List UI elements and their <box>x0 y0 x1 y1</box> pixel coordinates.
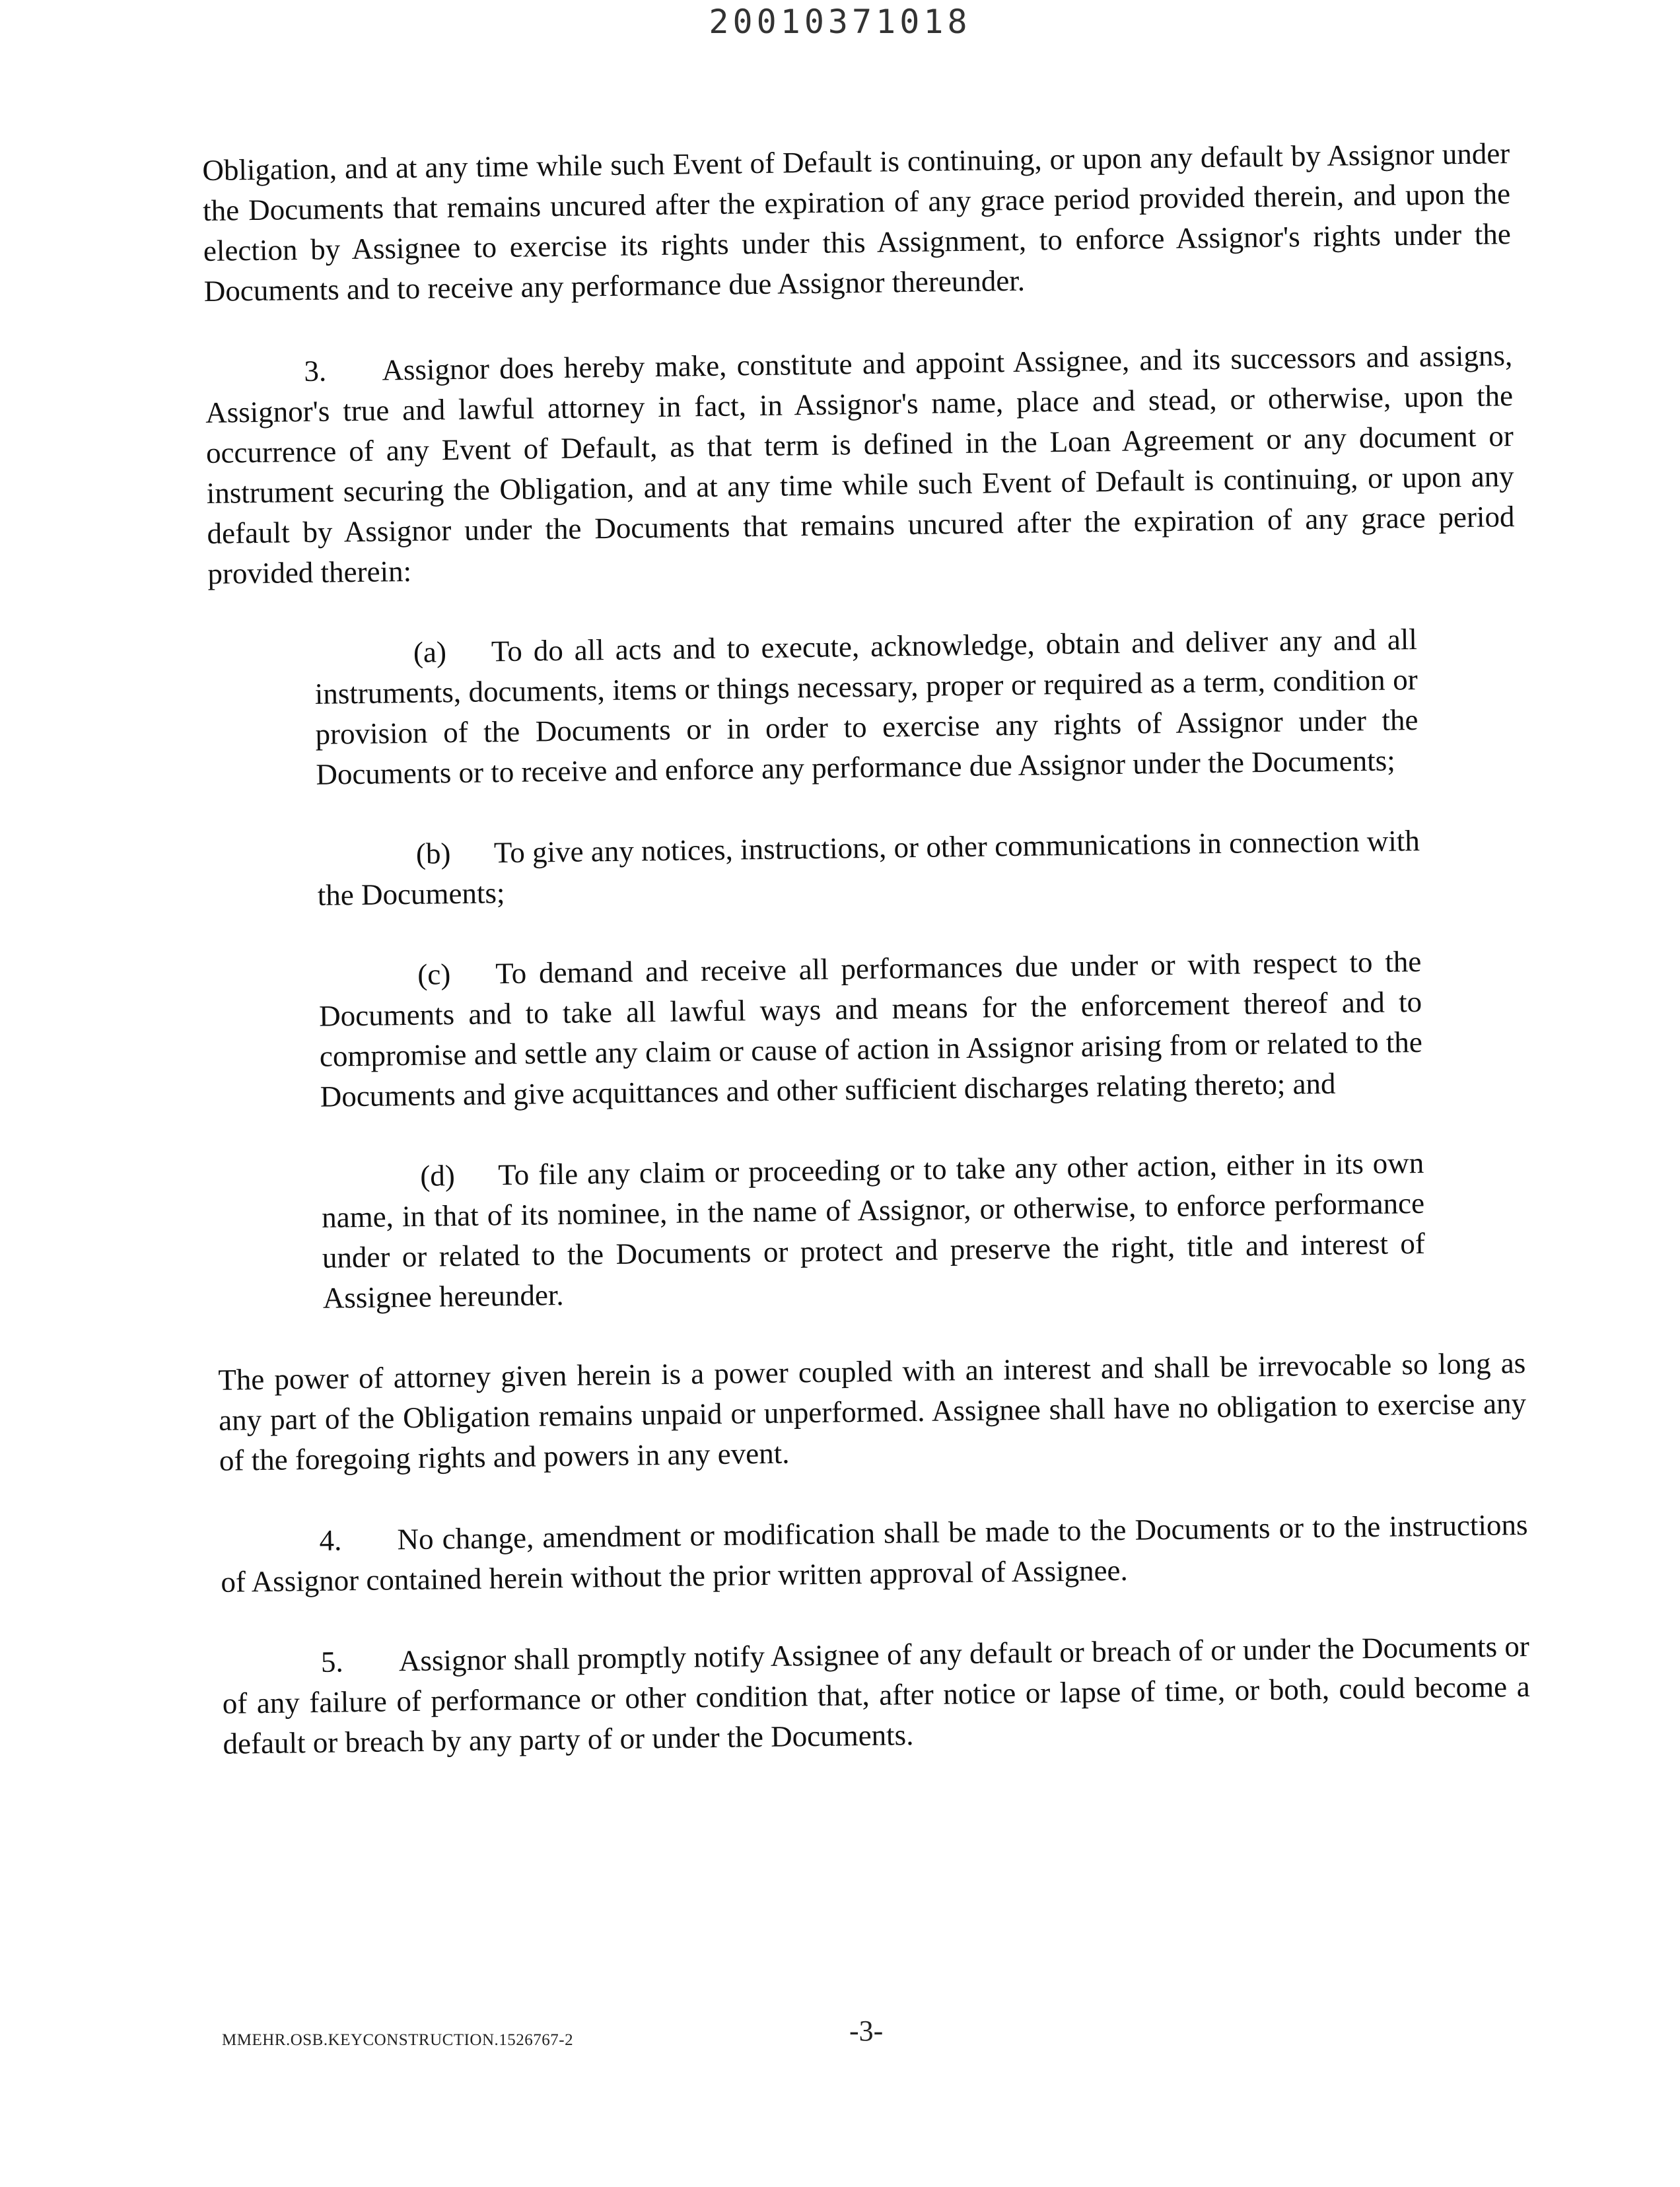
subsection-c <box>318 942 1423 1117</box>
subsection-b <box>317 821 1420 916</box>
section-5-text: Assignor shall promptly notify Assignee of any default or breach of or under the Documents or of any failure of performance or other condition that, after notice or lapse of time, or both, could become a default or breach by any party of or under the Documents. <box>222 1629 1530 1760</box>
continuation-paragraph: Obligation, and at any time while such Event of Default is continuing, or upon any default by Assignor under the Documents that remains uncured after the expiration of any grace period provided therein, and upon the election by Assignee to exercise its rights under this Assignment, to enforce Assignor's rights under the Documents and to receive any performance due Assignor thereunder. <box>202 137 1512 308</box>
subsection-d-text: To file any claim or proceeding or to take any other action, either in its own name, in that of its nominee, in the name of Assignor, or otherwise, to enforce performance under or related to the Documents or protect and preserve the right, title and interest of Assignee hereunder. <box>321 1146 1426 1315</box>
section-4-number: 4. <box>319 1523 342 1557</box>
power-of-attorney-paragraph: The power of attorney given herein is a power coupled with an interest and shall be irrevocable so long as any part of the Obligation remains unpaid or unperformed. Assignee shall have no obligation to exercise any of the foregoing rights and powers in any event. <box>218 1346 1527 1477</box>
subsection-c-label: (c) <box>417 957 451 991</box>
subsection-d <box>321 1143 1426 1319</box>
section-5 <box>222 1626 1531 1764</box>
document-body <box>202 133 1531 1805</box>
section-5-number: 5. <box>320 1645 344 1679</box>
page-number: -3- <box>849 2015 884 2047</box>
subsection-d-label: (d) <box>420 1159 456 1193</box>
subsection-b-label: (b) <box>415 837 451 870</box>
document-id-stamp: 20010371018 <box>709 3 971 41</box>
subsection-b-text: To give any notices, instructions, or other communications in connection with the Documents; <box>317 823 1420 912</box>
section-4 <box>220 1505 1528 1603</box>
section-3 <box>205 335 1516 594</box>
subsection-a <box>314 619 1419 795</box>
subsection-a-label: (a) <box>413 635 447 669</box>
section-3-text: Assignor does hereby make, constitute and appoint Assignee, and its successors and assigns, Assignor's true and lawful attorney in fact, in Assignor's name, place and stead, or otherwise, upon the occurrence of any Event of Default, as that term is defined in the Loan Agreement or any document or instrument securing the Obligation, and at any time while such Event of Default is continuing, or upon any default by Assignor under the Documents that remains uncured after the expiration of any grace period provided therein: <box>205 339 1515 590</box>
subsection-c-text: To demand and receive all performances due under or with respect to the Documents and to take all lawful ways and means for the enforcement thereof and to compromise and settle any claim or cause of action in Assignor arising from or related to the Documents and give acquittances and other sufficient discharges relating thereto; and <box>318 944 1423 1113</box>
section-4-text: No change, amendment or modification shall be made to the Documents or to the instructions of Assignor contained herein without the prior written approval of Assignee. <box>221 1508 1528 1599</box>
section-3-number: 3. <box>304 354 327 388</box>
footer-document-code: MMEHR.OSB.KEYCONSTRUCTION.1526767-2 <box>222 2031 574 2049</box>
subsection-a-text: To do all acts and to execute, acknowledge, obtain and deliver any and all instruments, documents, items or things necessary, proper or required as a term, condition or provision of the Documents or in order to exercise any rights of Assignor under the Documents or to receive and enforce any performance due Assignor under the Documents; <box>314 622 1418 791</box>
